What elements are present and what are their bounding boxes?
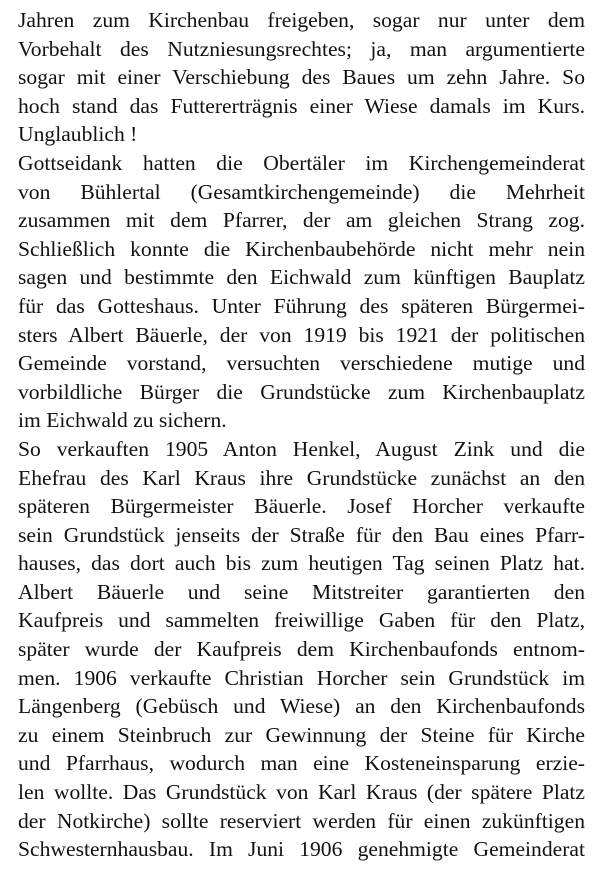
- text-line: zusammen mit dem Pfarrer, der am gleichen Strang zog.: [18, 208, 585, 233]
- text-line: hoch stand das Futtererträgnis einer Wiese damals im Kurs.: [18, 93, 585, 118]
- text-line: men. 1906 verkaufte Christian Horcher sein Grundstück im: [18, 665, 585, 690]
- text-line: Längenberg (Gebüsch und Wiese) an den Kirchenbaufonds: [18, 694, 585, 719]
- text-line: So verkauften 1905 Anton Henkel, August Zink und die: [18, 436, 585, 461]
- text-line: Jahren zum Kirchenbau freigeben, sogar nur unter dem: [18, 8, 585, 32]
- text-line: sters Albert Bäuerle, der von 1919 bis 1921 der politischen: [18, 322, 585, 347]
- text-line: zu einem Steinbruch zur Gewinnung der Steine für Kirche: [18, 722, 585, 747]
- text-line: Ehefrau des Karl Kraus ihre Grundstücke zunächst an den: [18, 465, 585, 490]
- text-line: im Eichwald zu sichern.: [18, 408, 227, 433]
- text-line: sagen und bestimmte den Eichwald zum künftigen Bauplatz: [18, 265, 585, 290]
- text-line: Albert Bäuerle und seine Mitstreiter garantierten den: [18, 579, 585, 604]
- text-line: für das Gotteshaus. Unter Führung des späteren Bürgermei-: [18, 293, 585, 318]
- text-line: von Bühlertal (Gesamtkirchengemeinde) die Mehrheit: [18, 179, 585, 204]
- text-line: len wollte. Das Grundstück von Karl Kraus (der spätere Platz: [18, 780, 585, 805]
- text-line: Schwesternhausbau. Im Juni 1906 genehmigte Gemeinderat: [18, 837, 585, 862]
- text-line: späteren Bürgermeister Bäuerle. Josef Horcher verkaufte: [18, 494, 585, 519]
- text-line: Gottseidank hatten die Obertäler im Kirchengemeinderat: [18, 150, 585, 175]
- text-line: sein Grundstück jenseits der Straße für den Bau eines Pfarr-: [18, 522, 585, 547]
- text-line: hauses, das dort auch bis zum heutigen Tag seinen Platz hat.: [18, 551, 585, 576]
- text-line: später wurde der Kaufpreis dem Kirchenbaufonds entnom-: [18, 637, 585, 662]
- document-page: [18, 6, 585, 864]
- text-line: der Notkirche) sollte reserviert werden für einen zukünftigen: [18, 808, 585, 833]
- text-line: Schließlich konnte die Kirchenbaubehörde nicht mehr nein: [18, 236, 585, 261]
- text-line: Gemeinde vorstand, versuchten verschiedene mutige und: [18, 351, 585, 376]
- text-line: und Pfarrhaus, wodurch man eine Kosteneinsparung erzie-: [18, 751, 585, 776]
- paragraph-2: [18, 149, 585, 435]
- text-line: Vorbehalt des Nutzniesungsrechtes; ja, man argumentierte: [18, 36, 585, 61]
- text-line: Kaufpreis und sammelten freiwillige Gaben für den Platz,: [18, 608, 585, 633]
- text-line: sogar mit einer Verschiebung des Baues um zehn Jahre. So: [18, 65, 585, 90]
- text-line: vorbildliche Bürger die Grundstücke zum Kirchenbauplatz: [18, 379, 585, 404]
- paragraph-3: [18, 435, 585, 864]
- text-line: Unglaublich !: [18, 122, 138, 147]
- paragraph-1: [18, 6, 585, 149]
